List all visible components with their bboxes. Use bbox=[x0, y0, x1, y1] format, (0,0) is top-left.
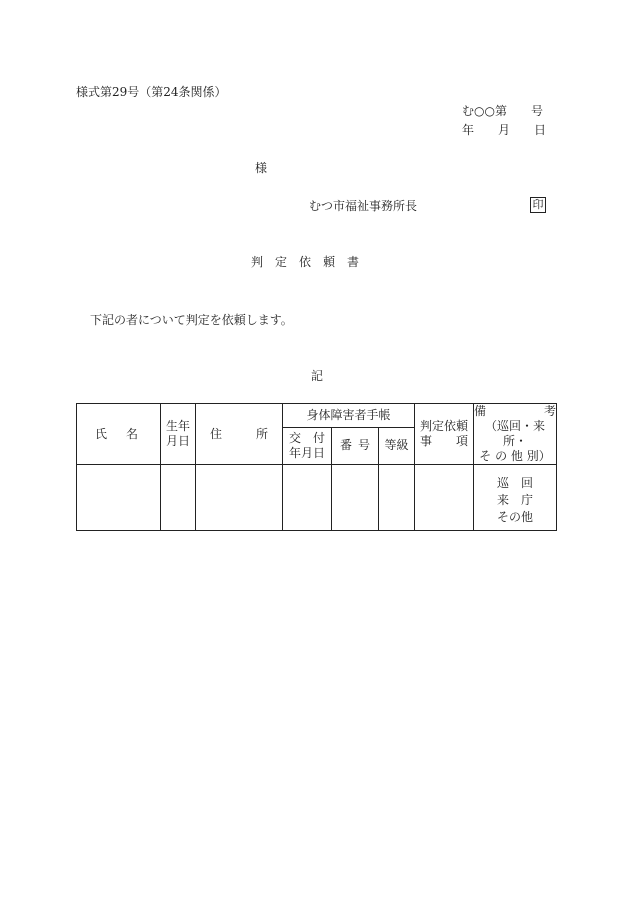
cell-grade[interactable] bbox=[379, 465, 415, 531]
header-request bbox=[415, 404, 474, 465]
cell-address[interactable] bbox=[196, 465, 283, 531]
header-birth-1: 生年 bbox=[165, 419, 190, 433]
header-remarks-1: 備 bbox=[474, 404, 487, 418]
header-birth bbox=[161, 404, 196, 465]
header-remarks-3: （巡回・来所・ bbox=[485, 419, 546, 448]
header-techo: 身体障害者手帳 bbox=[283, 404, 415, 428]
body-text: 下記の者について判定を依頼します。 bbox=[90, 313, 293, 327]
header-number-2: 号 bbox=[357, 438, 370, 453]
header-remarks bbox=[474, 404, 557, 465]
header-name-1: 氏 bbox=[95, 426, 108, 441]
header-issue-2: 年月日 bbox=[288, 445, 325, 460]
header-request-2: 事 項 bbox=[420, 434, 469, 448]
document-title: 判 定 依 頼 書 bbox=[251, 255, 360, 269]
header-address bbox=[196, 404, 283, 465]
remarks-option-other: その他 bbox=[497, 510, 534, 524]
document-number: む○○第 号 bbox=[462, 104, 543, 118]
cell-request[interactable] bbox=[415, 465, 474, 531]
request-table bbox=[76, 403, 557, 531]
cell-issue-date[interactable] bbox=[283, 465, 332, 531]
remarks-option-junkai: 巡 回 bbox=[497, 476, 534, 490]
header-address-1: 住 bbox=[210, 426, 223, 441]
header-name-2: 名 bbox=[125, 426, 138, 441]
remarks-option-raicho: 来 庁 bbox=[497, 493, 534, 507]
header-grade: 等級 bbox=[379, 427, 415, 464]
cell-number[interactable] bbox=[332, 465, 379, 531]
cell-name[interactable] bbox=[77, 465, 161, 531]
header-address-2: 所 bbox=[255, 426, 268, 441]
header-issue-date bbox=[283, 427, 332, 464]
seal-mark: 印 bbox=[530, 197, 546, 213]
header-number-1: 番 bbox=[340, 438, 353, 453]
header-remarks-4: そ の 他 別） bbox=[479, 449, 551, 463]
cell-birth[interactable] bbox=[161, 465, 196, 531]
header-name bbox=[77, 404, 161, 465]
form-number: 様式第29号（第24条関係） bbox=[76, 85, 227, 99]
addressee-suffix: 様 bbox=[255, 161, 268, 175]
header-remarks-2: 考 bbox=[544, 404, 557, 418]
header-number bbox=[332, 427, 379, 464]
header-birth-2: 月日 bbox=[165, 434, 190, 448]
header-request-1: 判定依頼 bbox=[420, 419, 469, 433]
issuer-name: むつ市福祉事務所長 bbox=[309, 199, 418, 213]
document-date: 年 月 日 bbox=[462, 123, 547, 137]
cell-remarks[interactable] bbox=[474, 465, 557, 531]
ki-label: 記 bbox=[311, 369, 324, 383]
header-issue-1: 交 付 bbox=[288, 430, 325, 445]
